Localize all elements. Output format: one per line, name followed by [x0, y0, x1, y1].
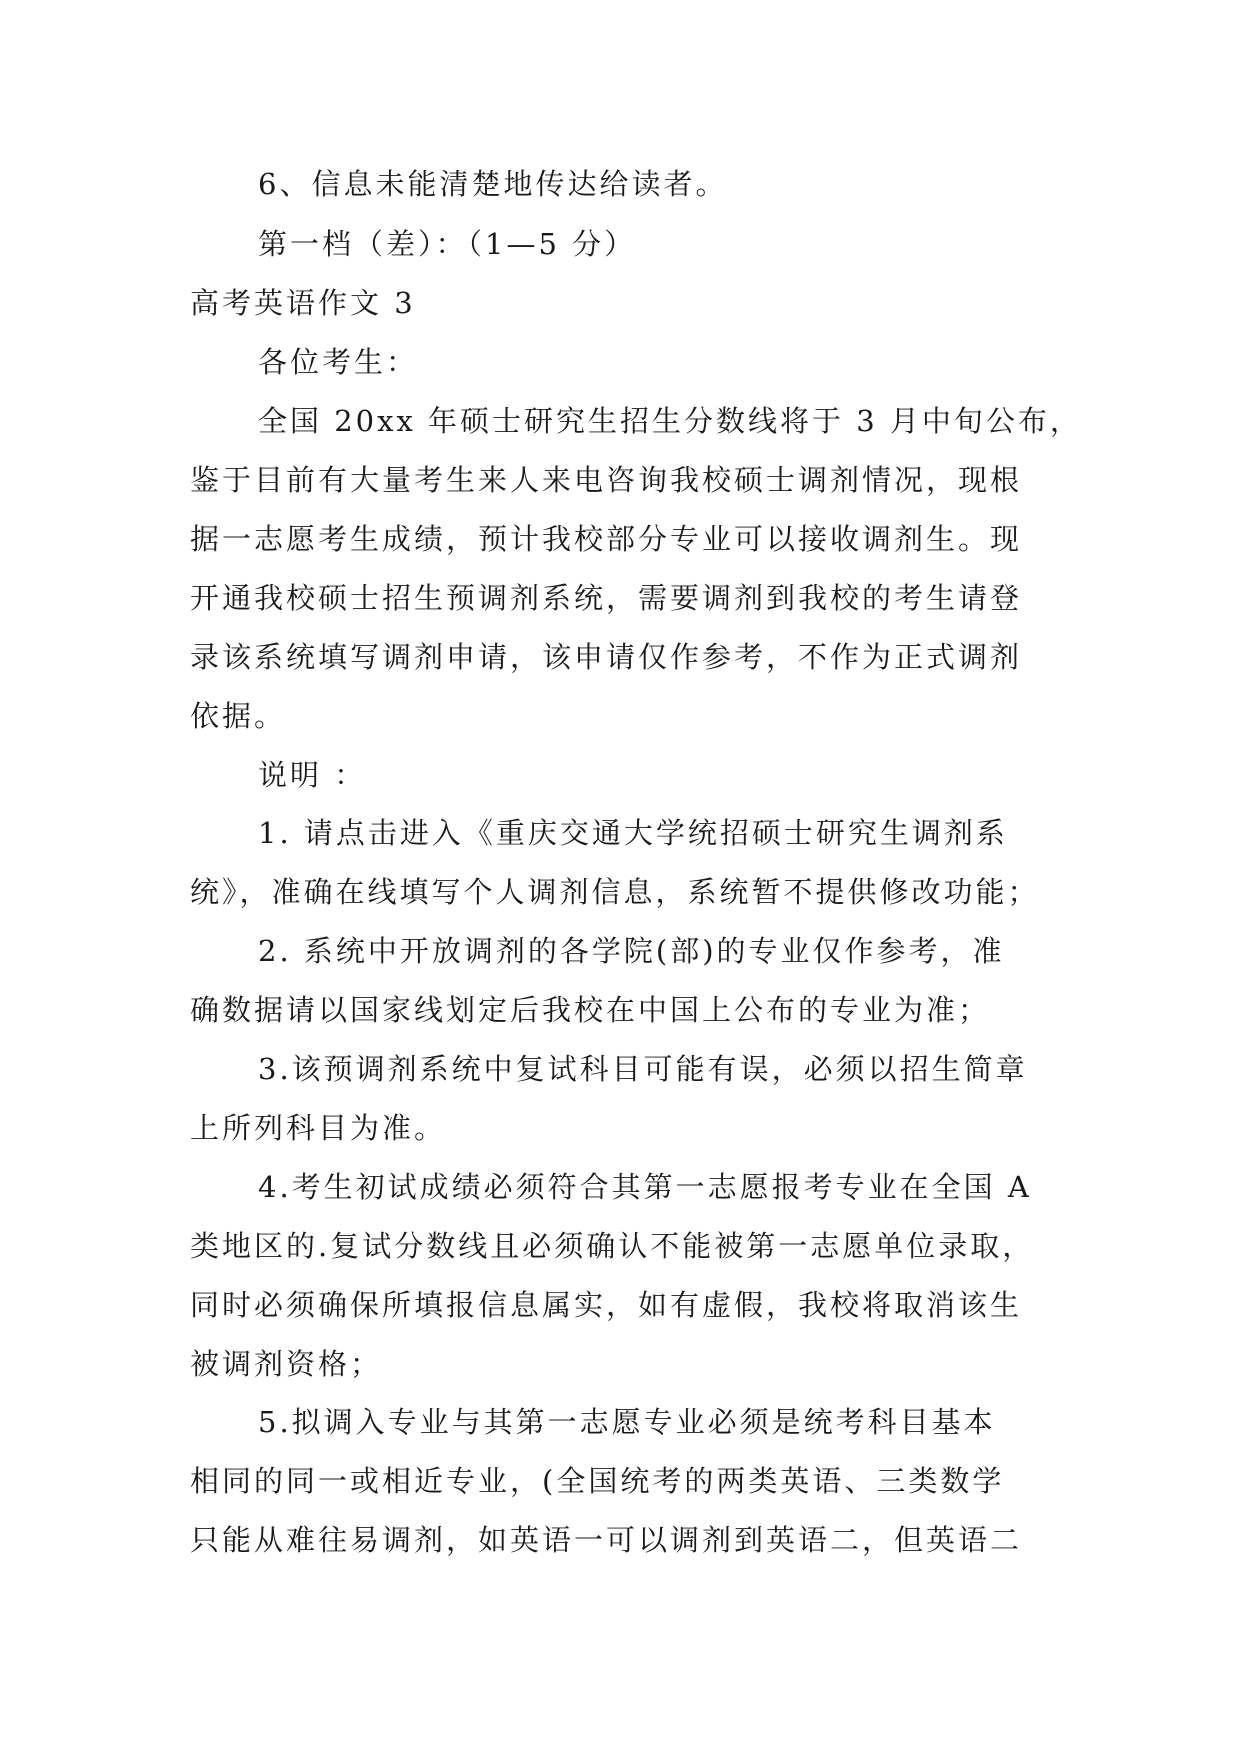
line-12: 统》，准确在线填写个人调剂信息，系统暂不提供修改功能；	[190, 875, 1040, 909]
line-4: 全国 20xx 年硕士研究生招生分数线将于 3 月中旬公布，	[258, 404, 1082, 438]
line-1: 第一档（差）：（1—5 分）	[258, 227, 637, 261]
line-8: 录该系统填写调剂申请，该申请仅作参考，不作为正式调剂	[190, 640, 1023, 674]
line-17: 4.考生初试成绩必须符合其第一志愿报考专业在全国 A	[258, 1170, 1032, 1204]
line-15: 3.该预调剂系统中复试科目可能有误，必须以招生简章	[258, 1052, 1028, 1086]
line-21: 5.拟调入专业与其第一志愿专业必须是统考科目基本	[258, 1405, 996, 1439]
line-13: 2. 系统中开放调剂的各学院(部)的专业仅作参考，准	[258, 934, 1005, 968]
line-19: 同时必须确保所填报信息属实，如有虚假，我校将取消该生	[190, 1288, 1023, 1322]
line-14: 确数据请以国家线划定后我校在中国上公布的专业为准；	[190, 993, 991, 1027]
line-10: 说明 ：	[258, 758, 367, 792]
line-3: 各位考生：	[258, 345, 419, 379]
line-23: 只能从难往易调剂，如英语一可以调剂到英语二，但英语二	[190, 1523, 1023, 1557]
line-18: 类地区的.复试分数线且必须确认不能被第一志愿单位录取，	[190, 1229, 1035, 1263]
line-5: 鉴于目前有大量考生来人来电咨询我校硕士调剂情况，现根	[190, 463, 1023, 497]
line-20: 被调剂资格；	[190, 1347, 383, 1381]
line-9: 依据。	[190, 699, 287, 733]
line-6: 据一志愿考生成绩，预计我校部分专业可以接收调剂生。现	[190, 522, 1023, 556]
line-11: 1. 请点击进入《重庆交通大学统招硕士研究生调剂系	[258, 816, 1008, 850]
line-7: 开通我校硕士招生预调剂系统，需要调剂到我校的考生请登	[190, 581, 1023, 615]
line-16: 上所列科目为准。	[190, 1111, 447, 1145]
line-22: 相同的同一或相近专业，(全国统考的两类英语、三类数学	[190, 1464, 1005, 1498]
line-2: 高考英语作文 3	[190, 286, 416, 320]
line-0: 6、信息未能清楚地传达给读者。	[258, 167, 728, 201]
